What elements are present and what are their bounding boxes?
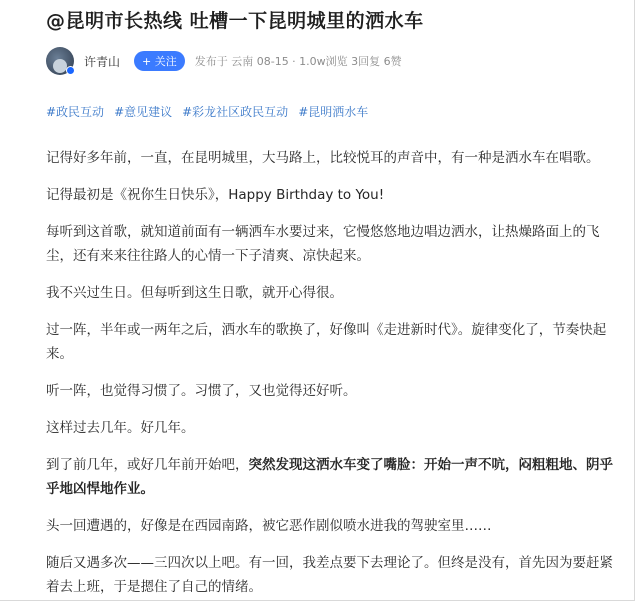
tag-link[interactable]: #意见建议	[114, 105, 173, 119]
topic-tags	[46, 103, 368, 120]
paragraph-text: 到了前几年，或好几年前开始吧，	[46, 457, 249, 473]
paragraph: 听一阵，也觉得习惯了。习惯了，又也觉得还好听。	[46, 383, 357, 399]
tag-link[interactable]: #彩龙社区政民互动	[182, 105, 289, 119]
article-body	[46, 146, 616, 601]
follow-button[interactable]: + 关注	[134, 51, 185, 71]
author-row	[46, 46, 402, 76]
paragraph: 这样过去几年。好几年。	[46, 420, 195, 436]
tag-link[interactable]: #政民互动	[46, 105, 105, 119]
paragraph: 每听到这首歌，就知道前面有一辆洒车水要过来，它慢悠悠地边唱边洒水，让热燥路面上的飞尘，还有来来往往路人的心情一下子清爽、凉快起来。	[46, 224, 600, 264]
author-name[interactable]: 许青山	[84, 54, 121, 69]
paragraph: 头一回遭遇的，好像是在西园南路，被它恶作剧似喷水进我的驾驶室里……	[46, 518, 492, 534]
paragraph: 记得好多年前，一直，在昆明城里，大马路上，比较悦耳的声音中，有一种是洒水车在唱歌。	[46, 150, 600, 166]
post-meta: 发布于 云南 08-15 · 1.0w浏览 3回复 6赞	[194, 55, 402, 68]
paragraph: 记得最初是《祝你生日快乐》，Happy Birthday to You!	[46, 187, 385, 203]
article-title: @昆明市长热线 吐槽一下昆明城里的洒水车	[46, 10, 424, 32]
verified-badge-icon	[66, 66, 75, 75]
tag-link[interactable]: #昆明洒水车	[298, 105, 369, 119]
paragraph: 过一阵，半年或一两年之后，洒水车的歌换了，好像叫《走进新时代》。旋律变化了，节奏快起来。	[46, 322, 607, 362]
paragraph: 我不兴过生日。但每听到这生日歌，就开心得很。	[46, 285, 343, 301]
paragraph-bold-text: 突然发现这洒水车变了嘴脸：开始一声不吭，闷粗粗地、阴乎乎地凶悍地作业。	[46, 457, 613, 497]
paragraph	[46, 453, 616, 501]
paragraph: 随后又遇多次——三四次以上吧。有一回，我差点要下去理论了。但终是没有，首先因为要赶紧着去上班，于是摁住了自己的情绪。	[46, 555, 613, 595]
